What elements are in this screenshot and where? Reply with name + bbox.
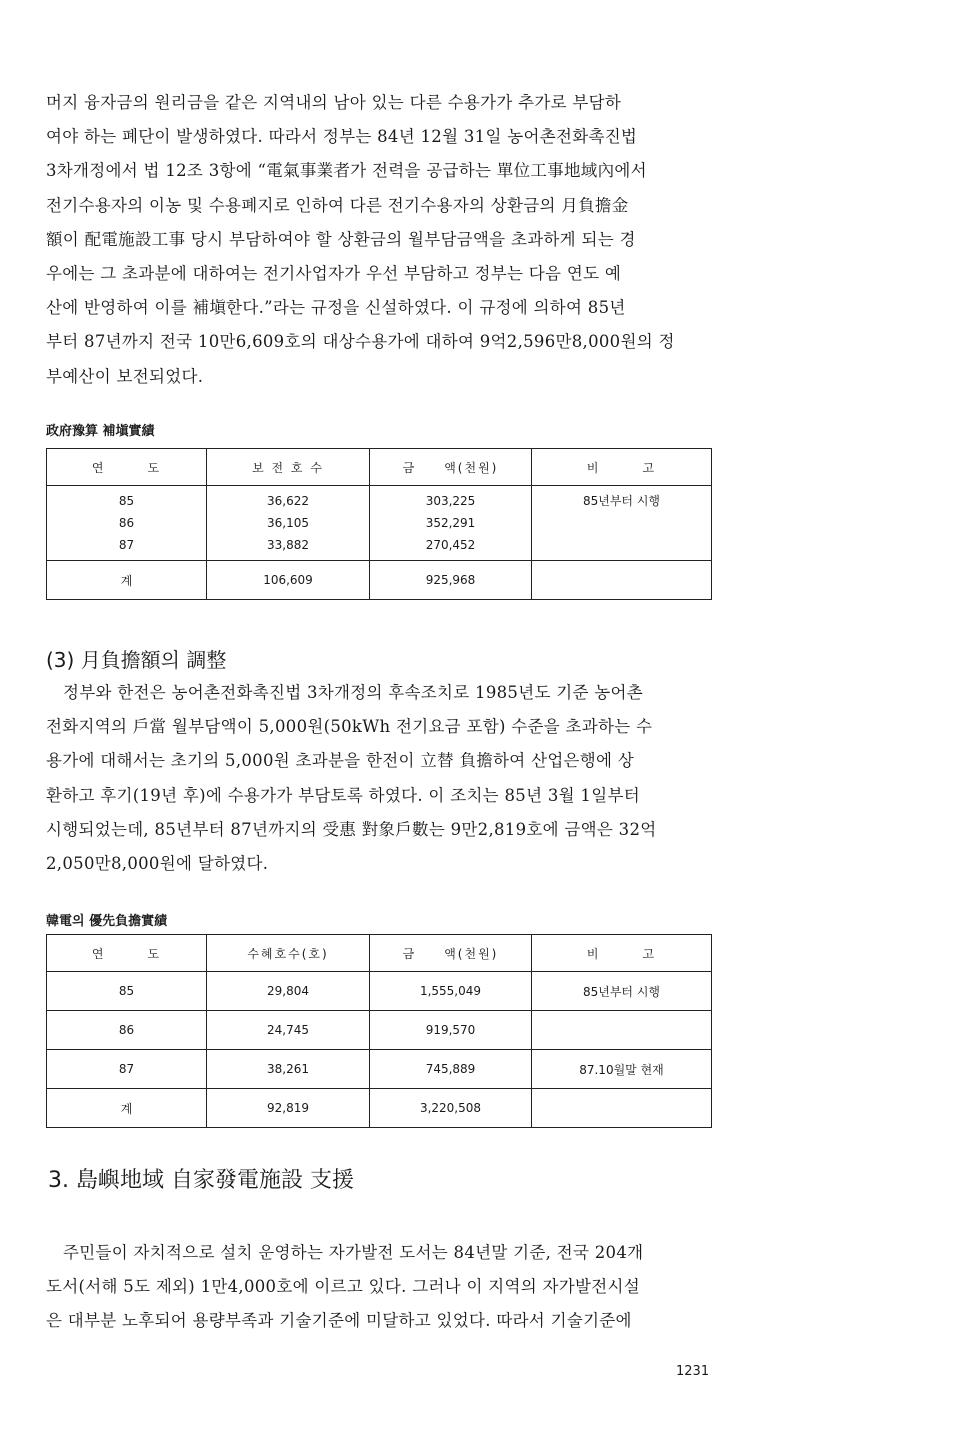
header-amount: 금 액(천원) (370, 449, 532, 486)
government-subsidy-table (46, 448, 712, 600)
amount-value: 352,291 (425, 516, 476, 530)
table-row (47, 1011, 712, 1050)
total-households: 92,819 (207, 1089, 370, 1128)
remarks-value: 85년부터 시행 (582, 494, 661, 508)
header-beneficiaries: 수혜호수(호) (207, 935, 370, 972)
text-line: 도서(서해 5도 제외) 1만4,000호에 이르고 있다. 그러나 이 지역의 자가발전시설 (46, 1277, 640, 1297)
text-line: 산에 반영하여 이를 補塡한다.”라는 규정을 신설하였다. 이 규정에 의하여 85년 (46, 298, 626, 318)
households-cell (207, 486, 370, 561)
households-cell: 24,745 (207, 1011, 370, 1050)
table-total-row (47, 1089, 712, 1128)
table-header-row (47, 449, 712, 486)
households-cell: 29,804 (207, 972, 370, 1011)
year-cell: 86 (47, 1011, 207, 1050)
header-year: 연 도 (47, 449, 207, 486)
text-line: 용가에 대해서는 초기의 5,000원 초과분을 한전이 立替 負擔하여 산업은행에 상 (46, 751, 635, 771)
text-line: 3차개정에서 법 12조 3항에 “電氣事業者가 전력을 공급하는 單位工事地域內에서 (46, 161, 647, 181)
remarks-cell: 87.10월말 현재 (532, 1050, 712, 1089)
table-data-row (47, 486, 712, 561)
year-value: 86 (118, 516, 135, 530)
section-heading-monthly-burden: (3) 月負擔額의 調整 (46, 648, 227, 672)
text-line: 額이 配電施設工事 당시 부담하여야 할 상환금의 월부담금액을 초과하게 되는 경 (46, 229, 636, 249)
text-line: 시행되었는데, 85년부터 87년까지의 受惠 對象戶數는 9만2,819호에 금액은 32억 (46, 819, 657, 839)
households-value: 36,622 (267, 494, 309, 508)
year-cell: 87 (47, 1050, 207, 1089)
total-label: 계 (47, 1089, 207, 1128)
year-cell (47, 486, 207, 561)
remarks-cell: 85년부터 시행 (532, 972, 712, 1011)
text-line: 2,050만8,000원에 달하였다. (46, 853, 269, 873)
paragraph-monthly-burden (46, 676, 726, 881)
text-line: 주민들이 자치적으로 설치 운영하는 자가발전 도서는 84년말 기준, 전국 204개 (63, 1243, 644, 1262)
total-households: 106,609 (207, 561, 370, 600)
amount-value: 270,452 (425, 538, 476, 552)
text-line: 우에는 그 초과분에 대하여는 전기사업자가 우선 부담하고 정부는 다음 연도 예 (46, 263, 622, 283)
header-year: 연 도 (47, 935, 207, 972)
text-line: 여야 하는 폐단이 발생하였다. 따라서 정부는 84년 12월 31일 농어촌전화촉진법 (46, 127, 638, 147)
total-remarks (532, 1089, 712, 1128)
header-remarks: 비 고 (532, 935, 712, 972)
year-cell: 85 (47, 972, 207, 1011)
table-header-row (47, 935, 712, 972)
kepco-priority-burden-table (46, 934, 712, 1128)
amount-cell (370, 486, 532, 561)
remarks-cell (532, 1011, 712, 1050)
header-households: 보 전 호 수 (207, 449, 370, 486)
total-label: 계 (47, 561, 207, 600)
table-total-row (47, 561, 712, 600)
households-value: 36,105 (267, 516, 309, 530)
total-remarks (532, 561, 712, 600)
paragraph-subsidy-background (46, 86, 726, 394)
amount-cell: 1,555,049 (370, 972, 532, 1011)
households-value: 33,882 (267, 538, 309, 552)
text-line: 부예산이 보전되었다. (46, 366, 204, 386)
amount-cell: 745,889 (370, 1050, 532, 1089)
chapter-heading-island-generation: 3. 島嶼地域 自家發電施設 支援 (48, 1168, 354, 1193)
remarks-cell (532, 486, 712, 561)
amount-cell: 919,570 (370, 1011, 532, 1050)
year-value: 85 (118, 494, 135, 508)
paragraph-island-generation (46, 1236, 726, 1339)
text-line: 은 대부분 노후되어 용량부족과 기술기준에 미달하고 있었다. 따라서 기술기준에 (46, 1311, 632, 1331)
households-cell: 38,261 (207, 1050, 370, 1089)
text-line: 전기수용자의 이농 및 수용폐지로 인하여 다른 전기수용자의 상환금의 月負擔金 (46, 195, 629, 215)
text-line: 부터 87년까지 전국 10만6,609호의 대상수용가에 대하여 9억2,596만8,000원의 정 (46, 332, 675, 352)
text-line: 전화지역의 戶當 월부담액이 5,000원(50kWh 전기요금 포함) 수준을 초과하는 수 (46, 717, 653, 737)
header-amount: 금 액(천원) (370, 935, 532, 972)
table-caption-government-budget: 政府豫算 補塡實績 (46, 424, 155, 439)
text-line: 환하고 후기(19년 후)에 수용가가 부담토록 하였다. 이 조치는 85년 3월 1일부터 (46, 785, 640, 805)
table-row (47, 972, 712, 1011)
total-amount: 925,968 (370, 561, 532, 600)
table-row (47, 1050, 712, 1089)
total-amount: 3,220,508 (370, 1089, 532, 1128)
table-caption-kepco: 韓電의 優先負擔實績 (46, 914, 168, 929)
text-line: 머지 융자금의 원리금을 같은 지역내의 남아 있는 다른 수용가가 추가로 부담하 (46, 93, 622, 112)
year-value: 87 (118, 538, 135, 552)
amount-value: 303,225 (425, 494, 476, 508)
page-number: 1231 (676, 1364, 710, 1379)
header-remarks: 비 고 (532, 449, 712, 486)
text-line: 정부와 한전은 농어촌전화촉진법 3차개정의 후속조치로 1985년도 기준 농어촌 (63, 683, 643, 702)
